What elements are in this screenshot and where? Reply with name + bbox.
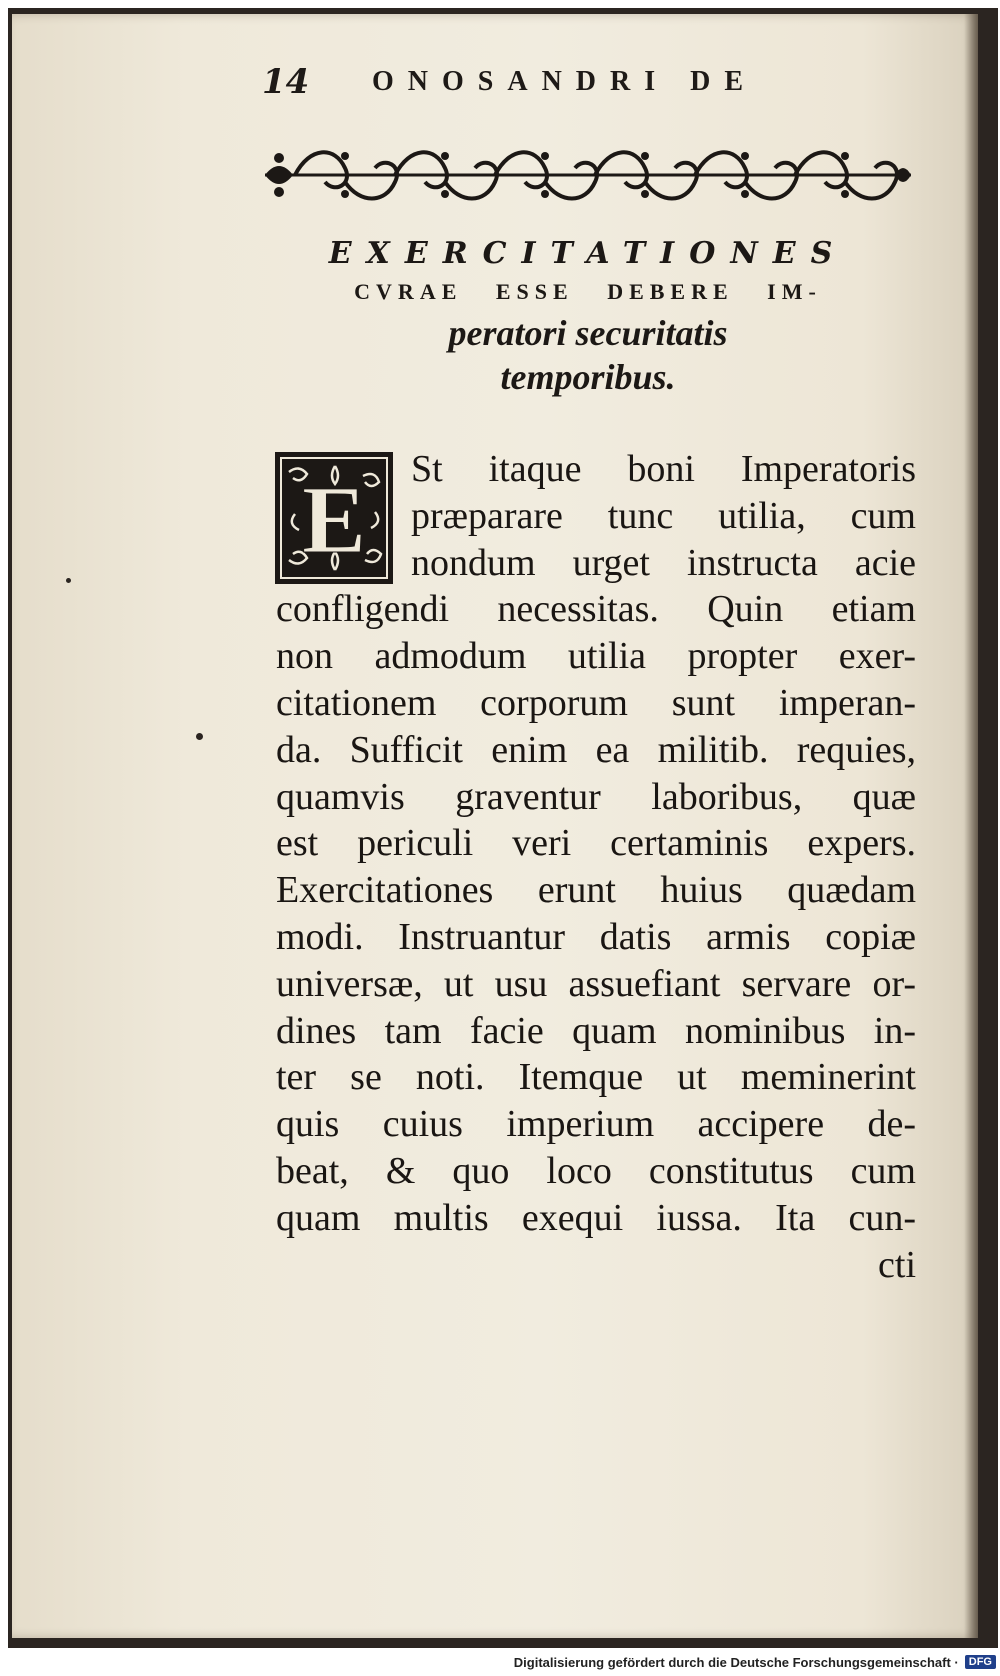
text-line: confligendi necessitas. Quin etiam [276, 588, 916, 631]
ink-speck [66, 578, 71, 583]
dfg-logo: DFG [965, 1655, 996, 1669]
text-line: modi. Instruantur datis armis copiæ [276, 915, 916, 958]
title-line-2: CVRAE ESSE DEBERE IM- [354, 279, 822, 304]
text-line: da. Sufficit enim ea militib. requies, [276, 728, 916, 771]
text-line: præparare tunc utilia, cum [411, 494, 916, 537]
text-line: quamvis graventur laboribus, quæ [276, 775, 916, 818]
title-line-4: temporibus. [500, 357, 676, 397]
text-line: universæ, ut usu assuefiant servare or- [276, 962, 916, 1005]
text-line: dines tam facie quam nominibus in- [276, 1009, 916, 1052]
running-head: ONOSANDRI DE [372, 66, 758, 97]
page-number: 14 [262, 62, 310, 102]
text-line: quam multis exequi iussa. Ita cun- [276, 1196, 916, 1239]
chapter-title [268, 236, 908, 399]
text-line: est periculi veri certaminis expers. [276, 822, 916, 865]
text-line: St itaque boni Imperatoris [411, 448, 916, 490]
text-line: citationem corporum sunt imperan- [276, 681, 916, 724]
gutter-shadow [964, 14, 978, 1638]
title-line-1: EXERCITATIONES [328, 236, 848, 271]
catchword: cti [878, 1243, 916, 1286]
text-line: beat, & quo loco constitutus cum [276, 1149, 916, 1192]
page-header [262, 62, 822, 106]
text-line: Exercitationes erunt huius quædam [276, 869, 916, 912]
dropcap-letter: E [301, 466, 367, 573]
text-line: nondum urget instructa acie [411, 541, 916, 584]
text-line: quis cuius imperium accipere de- [276, 1103, 916, 1146]
text-line: ter se noti. Itemque ut meminerint [276, 1056, 916, 1099]
ink-speck [196, 733, 203, 740]
title-line-3: peratori securitatis [448, 313, 728, 353]
text-line: non admodum utilia propter exer- [276, 635, 916, 678]
digitization-credit [514, 1652, 996, 1672]
body-text [276, 446, 916, 1288]
ornament-band [265, 138, 911, 212]
credit-text: Digitalisierung gefördert durch die Deutsche Forschungsgemeinschaft · [513, 1654, 959, 1670]
